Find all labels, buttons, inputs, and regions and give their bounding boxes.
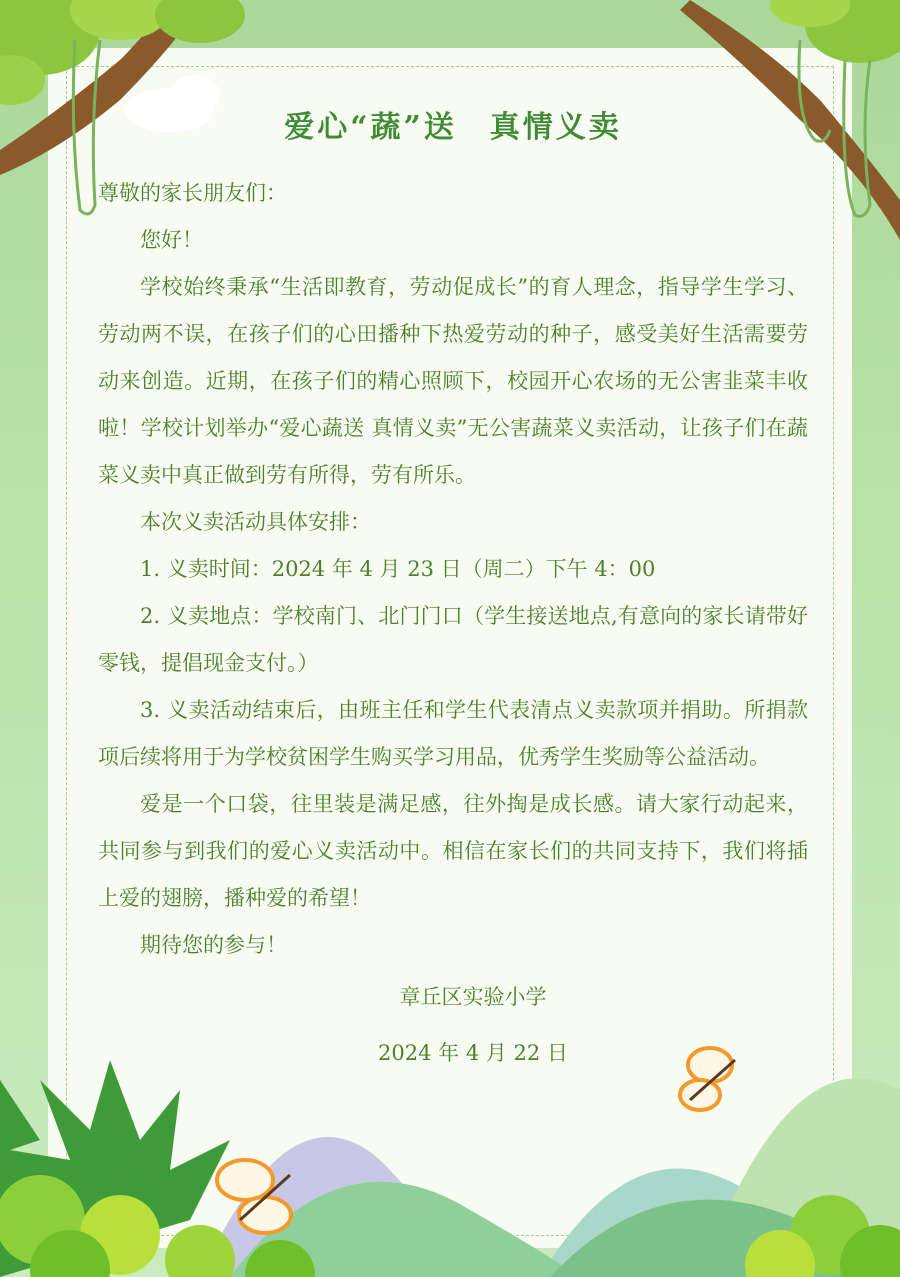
arrangement-item-time: 1. 义卖时间：2024 年 4 月 23 日（周二）下午 4：00 xyxy=(140,557,656,581)
expect-line: 期待您的参与！ xyxy=(140,933,287,957)
page-title: 爱心“蔬”送 真情义卖 xyxy=(284,110,622,145)
arrangement-item-location: 2. 义卖地点：学校南门、北门门口（学生接送地点,有意向的家长请带好零钱，提倡现金支付。） xyxy=(98,604,808,675)
date: 2024 年 4 月 22 日 xyxy=(378,1041,568,1065)
bottom-decoration xyxy=(0,1020,900,1277)
arrangement-item-donation: 3. 义卖活动结束后，由班主任和学生代表清点义卖款项并捐助。所捐款项后续将用于为学校贫困学生购买学习用品，优秀学生奖励等公益活动。 xyxy=(98,698,808,769)
closing-paragraph: 爱是一个口袋，往里装是满足感，往外掏是成长感。请大家行动起来，共同参与到我们的爱心义卖活动中。相信在家长们的共同支持下，我们将插上爱的翅膀，播种爱的希望！ xyxy=(98,792,808,910)
letter-content xyxy=(98,100,808,1081)
arrangement-heading: 本次义卖活动具体安排： xyxy=(140,510,371,534)
signature: 章丘区实验小学 xyxy=(399,985,547,1009)
salutation: 尊敬的家长朋友们： xyxy=(98,181,287,205)
intro-paragraph: 学校始终秉承“生活即教育，劳动促成长”的育人理念，指导学生学习、劳动两不误，在孩子们的心田播种下热爱劳动的种子，感受美好生活需要劳动来创造。近期，在孩子们的精心照顾下，校园开心农场的无公害韭菜丰收啦！学校计划举办“爱心蔬送 真情义卖”无公害蔬菜义卖活动，让孩子们在蔬菜义卖中真正做到劳有所得，劳有所乐。 xyxy=(98,275,808,487)
greeting: 您好！ xyxy=(140,228,203,252)
